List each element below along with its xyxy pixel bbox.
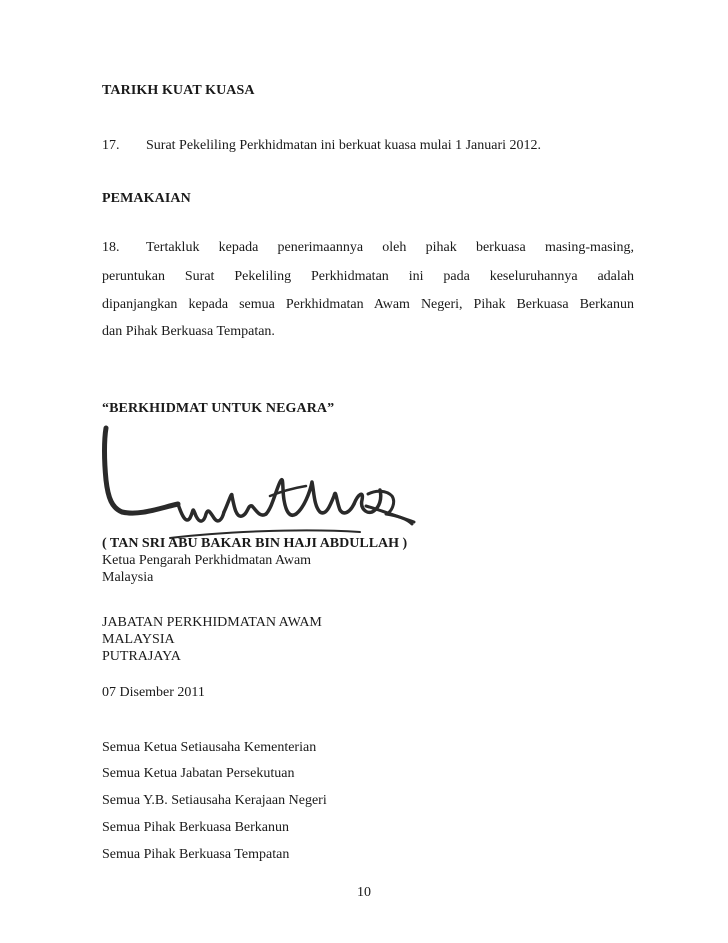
paragraph-text: Tertakluk kepada penerimaannya oleh pihak berkuasa masing-masing,	[146, 240, 634, 255]
signatory-title: Ketua Pengarah Perkhidmatan Awam	[102, 553, 312, 568]
department-line-1: JABATAN PERKHIDMATAN AWAM	[102, 615, 322, 630]
signatory-name: ( TAN SRI ABU BAKAR BIN HAJI ABDULLAH )	[102, 536, 408, 551]
paragraph-18-line-2: peruntukan Surat Pekeliling Perkhidmatan ini pada keseluruhannya adalah	[102, 269, 634, 284]
heading-effective-date: TARIKH KUAT KUASA	[102, 83, 255, 98]
distribution-item: Semua Ketua Jabatan Persekutuan	[102, 766, 295, 781]
department-line-2: MALAYSIA	[102, 632, 175, 647]
page-number: 10	[357, 885, 371, 900]
paragraph-18-line-3: dipanjangkan kepada semua Perkhidmatan Awam Negeri, Pihak Berkuasa Berkanun	[102, 297, 634, 312]
paragraph-number: 17.	[102, 138, 120, 153]
document-date: 07 Disember 2011	[102, 685, 205, 700]
signature-image	[100, 420, 420, 550]
paragraph-text: Surat Pekeliling Perkhidmatan ini berkuat kuasa mulai 1 Januari 2012.	[146, 138, 542, 153]
distribution-item: Semua Pihak Berkuasa Tempatan	[102, 847, 290, 862]
distribution-item: Semua Pihak Berkuasa Berkanun	[102, 820, 290, 835]
paragraph-number: 18.	[102, 240, 120, 255]
signatory-country: Malaysia	[102, 570, 154, 585]
department-line-3: PUTRAJAYA	[102, 649, 181, 664]
motto: “BERKHIDMAT UNTUK NEGARA”	[102, 401, 335, 416]
paragraph-18-line-4: dan Pihak Berkuasa Tempatan.	[102, 324, 275, 339]
distribution-item: Semua Y.B. Setiausaha Kerajaan Negeri	[102, 793, 327, 808]
paragraph-17	[102, 139, 541, 153]
paragraph-18-line-1	[102, 240, 634, 256]
distribution-item: Semua Ketua Setiausaha Kementerian	[102, 740, 317, 755]
heading-application: PEMAKAIAN	[102, 191, 191, 206]
